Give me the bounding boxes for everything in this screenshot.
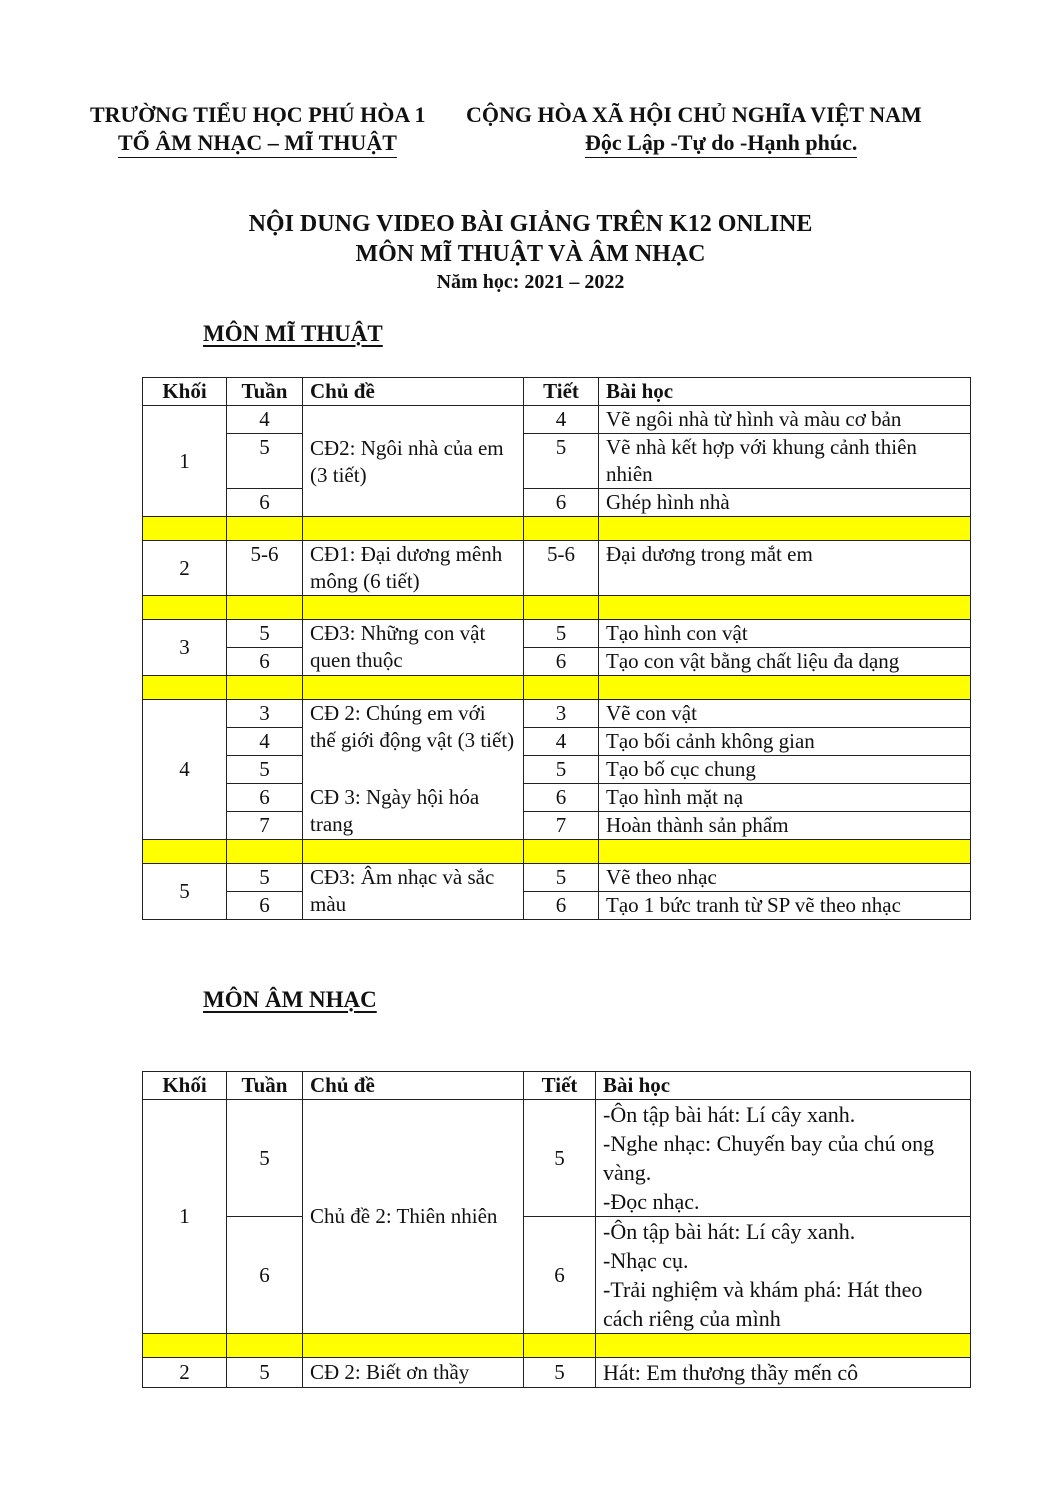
period-cell: 5-6 [524, 541, 599, 596]
period-cell: 5 [524, 864, 599, 892]
lesson-line: -Nhạc cụ. [603, 1248, 689, 1273]
art-section-title: MÔN MĨ THUẬT [203, 321, 383, 346]
week-cell: 5-6 [227, 541, 303, 596]
lesson-cell: Hát: Em thương thầy mến cô [596, 1358, 971, 1388]
lesson-line: -Đọc nhạc. [603, 1189, 700, 1214]
lesson-cell: Tạo bối cảnh không gian [599, 728, 971, 756]
week-cell: 6 [227, 892, 303, 920]
header-period: Tiết [524, 378, 599, 406]
lesson-cell: Tạo hình con vật [599, 620, 971, 648]
week-cell: 6 [227, 784, 303, 812]
week-cell: 6 [227, 1217, 303, 1334]
table-row [143, 434, 971, 489]
header-grade: Khối [143, 378, 227, 406]
separator-row [143, 1334, 971, 1358]
lesson-cell: Vẽ theo nhạc [599, 864, 971, 892]
topic-cell: CĐ2: Ngôi nhà của em (3 tiết) [303, 406, 524, 517]
header-grade: Khối [143, 1072, 227, 1100]
period-cell: 6 [524, 489, 599, 517]
lesson-cell: Hoàn thành sản phẩm [599, 812, 971, 840]
table-row [143, 1358, 971, 1388]
period-cell: 6 [524, 1217, 596, 1334]
grade-cell: 5 [143, 864, 227, 920]
motto-label: Độc Lập -Tự do -Hạnh phúc. [585, 130, 857, 158]
topic-cell: CĐ 2: Biết ơn thầy [303, 1358, 524, 1388]
school-year: Năm học: 2021 – 2022 [436, 271, 625, 293]
table-row [143, 700, 971, 728]
lesson-cell: Đại dương trong mắt em [599, 541, 971, 596]
topic-cell: CĐ3: Những con vật quen thuộc [303, 620, 524, 676]
table-row [143, 406, 971, 434]
lesson-cell: Tạo 1 bức tranh từ SP vẽ theo nhạc [599, 892, 971, 920]
table-row [143, 864, 971, 892]
table-header-row [143, 1072, 971, 1100]
week-cell: 5 [227, 756, 303, 784]
lesson-cell: Vẽ ngôi nhà từ hình và màu cơ bản [599, 406, 971, 434]
lesson-line: -Ôn tập bài hát: Lí cây xanh. [603, 1219, 856, 1244]
table-row [143, 892, 971, 920]
table-row [143, 784, 971, 812]
header-lesson: Bài học [596, 1072, 971, 1100]
lesson-line: -Nghe nhạc: Chuyến bay của chú ong vàng. [603, 1131, 935, 1185]
topic-cell: CĐ 2: Chúng em với thế giới động vật (3 tiết) [303, 700, 524, 784]
lesson-cell [596, 1217, 971, 1334]
week-cell: 5 [227, 864, 303, 892]
period-cell: 4 [524, 406, 599, 434]
period-cell: 5 [524, 756, 599, 784]
table-row [143, 1100, 971, 1217]
lesson-cell: Vẽ nhà kết hợp với khung cảnh thiên nhiên [599, 434, 971, 489]
department-name [118, 130, 397, 156]
lesson-line: -Trải nghiệm và khám phá: Hát theo cách riêng của mình [603, 1277, 923, 1331]
nation-name: CỘNG HÒA XÃ HỘI CHỦ NGHĨA VIỆT NAM [466, 102, 922, 127]
header-topic: Chủ đề [303, 378, 524, 406]
music-table [142, 1071, 971, 1388]
separator-row [143, 517, 971, 541]
week-cell: 5 [227, 434, 303, 489]
period-cell: 5 [524, 1358, 596, 1388]
motto [585, 130, 857, 156]
table-row [143, 620, 971, 648]
week-cell: 4 [227, 406, 303, 434]
header-topic: Chủ đề [303, 1072, 524, 1100]
lesson-cell: Tạo bố cục chung [599, 756, 971, 784]
music-section-title: MÔN ÂM NHẠC [203, 987, 377, 1012]
topic-cell: CĐ3: Âm nhạc và sắc màu [303, 864, 524, 920]
document-title: NỘI DUNG VIDEO BÀI GIẢNG TRÊN K12 ONLINE [248, 211, 813, 237]
header-week: Tuần [227, 1072, 303, 1100]
topic-cell: CĐ 3: Ngày hội hóa trang [303, 784, 524, 840]
grade-cell: 2 [143, 541, 227, 596]
table-row [143, 812, 971, 840]
period-cell: 6 [524, 784, 599, 812]
grade-cell: 4 [143, 700, 227, 840]
separator-row [143, 676, 971, 700]
art-table [142, 377, 971, 920]
lesson-cell [596, 1100, 971, 1217]
period-cell: 5 [524, 434, 599, 489]
week-cell: 6 [227, 648, 303, 676]
topic-cell: Chủ đề 2: Thiên nhiên [303, 1100, 524, 1334]
separator-row [143, 840, 971, 864]
table-row [143, 1217, 971, 1334]
lesson-cell: Tạo con vật bằng chất liệu đa dạng [599, 648, 971, 676]
table-row [143, 756, 971, 784]
topic-cell: CĐ1: Đại dương mênh mông (6 tiết) [303, 541, 524, 596]
department-label: TỔ ÂM NHẠC – MĨ THUẬT [118, 130, 397, 158]
period-cell: 6 [524, 892, 599, 920]
week-cell: 7 [227, 812, 303, 840]
grade-cell: 1 [143, 406, 227, 517]
period-cell: 5 [524, 1100, 596, 1217]
period-cell: 6 [524, 648, 599, 676]
school-name: TRƯỜNG TIỂU HỌC PHÚ HÒA 1 [90, 102, 426, 127]
grade-cell: 3 [143, 620, 227, 676]
lesson-cell: Ghép hình nhà [599, 489, 971, 517]
table-row [143, 489, 971, 517]
grade-cell: 1 [143, 1100, 227, 1334]
week-cell: 5 [227, 1358, 303, 1388]
header-period: Tiết [524, 1072, 596, 1100]
header-week: Tuần [227, 378, 303, 406]
period-cell: 3 [524, 700, 599, 728]
week-cell: 4 [227, 728, 303, 756]
lesson-cell: Vẽ con vật [599, 700, 971, 728]
table-row [143, 541, 971, 596]
week-cell: 5 [227, 620, 303, 648]
table-header-row [143, 378, 971, 406]
period-cell: 7 [524, 812, 599, 840]
header-lesson: Bài học [599, 378, 971, 406]
separator-row [143, 596, 971, 620]
week-cell: 5 [227, 1100, 303, 1217]
week-cell: 6 [227, 489, 303, 517]
table-row [143, 648, 971, 676]
document-subtitle: MÔN MĨ THUẬT VÀ ÂM NHẠC [355, 241, 706, 267]
lesson-cell: Tạo hình mặt nạ [599, 784, 971, 812]
period-cell: 4 [524, 728, 599, 756]
lesson-line: -Ôn tập bài hát: Lí cây xanh. [603, 1102, 856, 1127]
period-cell: 5 [524, 620, 599, 648]
week-cell: 3 [227, 700, 303, 728]
table-row [143, 728, 971, 756]
grade-cell: 2 [143, 1358, 227, 1388]
